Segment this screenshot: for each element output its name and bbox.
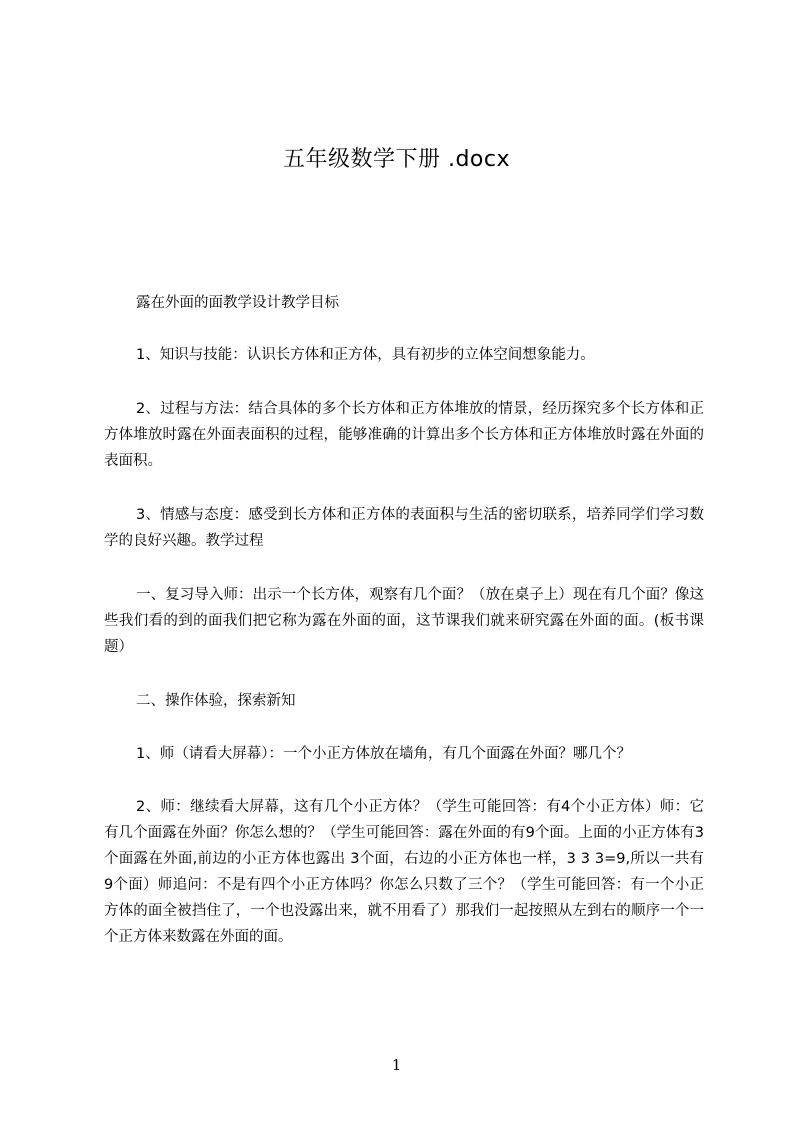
paragraph-text: 2、过程与方法：结合具体的多个长方体和正方体堆放的情景，经历探究多个长方体和正方体堆放时露在外面表面积的过程，能够准确的计算出多个长方体和正方体堆放时露在外面的表面积。 [104,401,704,469]
paragraph-objective-3 [104,502,704,554]
paragraph-review-intro [104,582,704,660]
paragraph-text: 二、操作体验，探索新知 [136,693,296,709]
paragraph-text: 露在外面的面教学设计教学目标 [136,295,339,311]
paragraph-objective-2 [104,396,704,474]
paragraph-step-2 [104,794,704,950]
paragraph-text: 3、情感与态度：感受到长方体和正方体的表面积与生活的密切联系，培养同学们学习数学的良好兴趣。教学过程 [104,507,704,549]
paragraph-text: 2、师：继续看大屏幕，这有几个小正方体？（学生可能回答：有4个小正方体）师：它有几个面露在外面？你怎么想的？（学生可能回答：露在外面的有9个面。上面的小正方体有3个面露在外面,前边的小正方体也露出 3个面，右边的小正方体也一样，3 3 3=9,所以一共有 9个面）师追问：不是有四个小正方体吗？你怎么只数了三个？（学生可能回答：有一个小正方体的面全被挡住了，一个也没露出来，就不用看了）那我们一起按照从左到右的顺序一个一个正方体来数露在外面的面。 [104,799,704,945]
paragraph-text: 一、复习导入师：出示一个长方体，观察有几个面？（放在桌子上）现在有几个面？像这些我们看的到的面我们把它称为露在外面的面，这节课我们就来研究露在外面的面。(板书课题） [104,587,704,655]
paragraph-section-two [104,688,704,714]
paragraph-objective-1 [104,342,704,368]
paragraph-step-1 [104,741,704,767]
paragraph-text: 1、师（请看大屏幕）：一个小正方体放在墙角，有几个面露在外面？哪几个？ [136,746,631,762]
page-number: 1 [391,1056,402,1074]
document-title: 五年级数学下册 .docx [282,147,511,172]
paragraph-heading [104,290,704,316]
paragraph-text: 1、知识与技能：认识长方体和正方体，具有初步的立体空间想象能力。 [136,347,595,363]
